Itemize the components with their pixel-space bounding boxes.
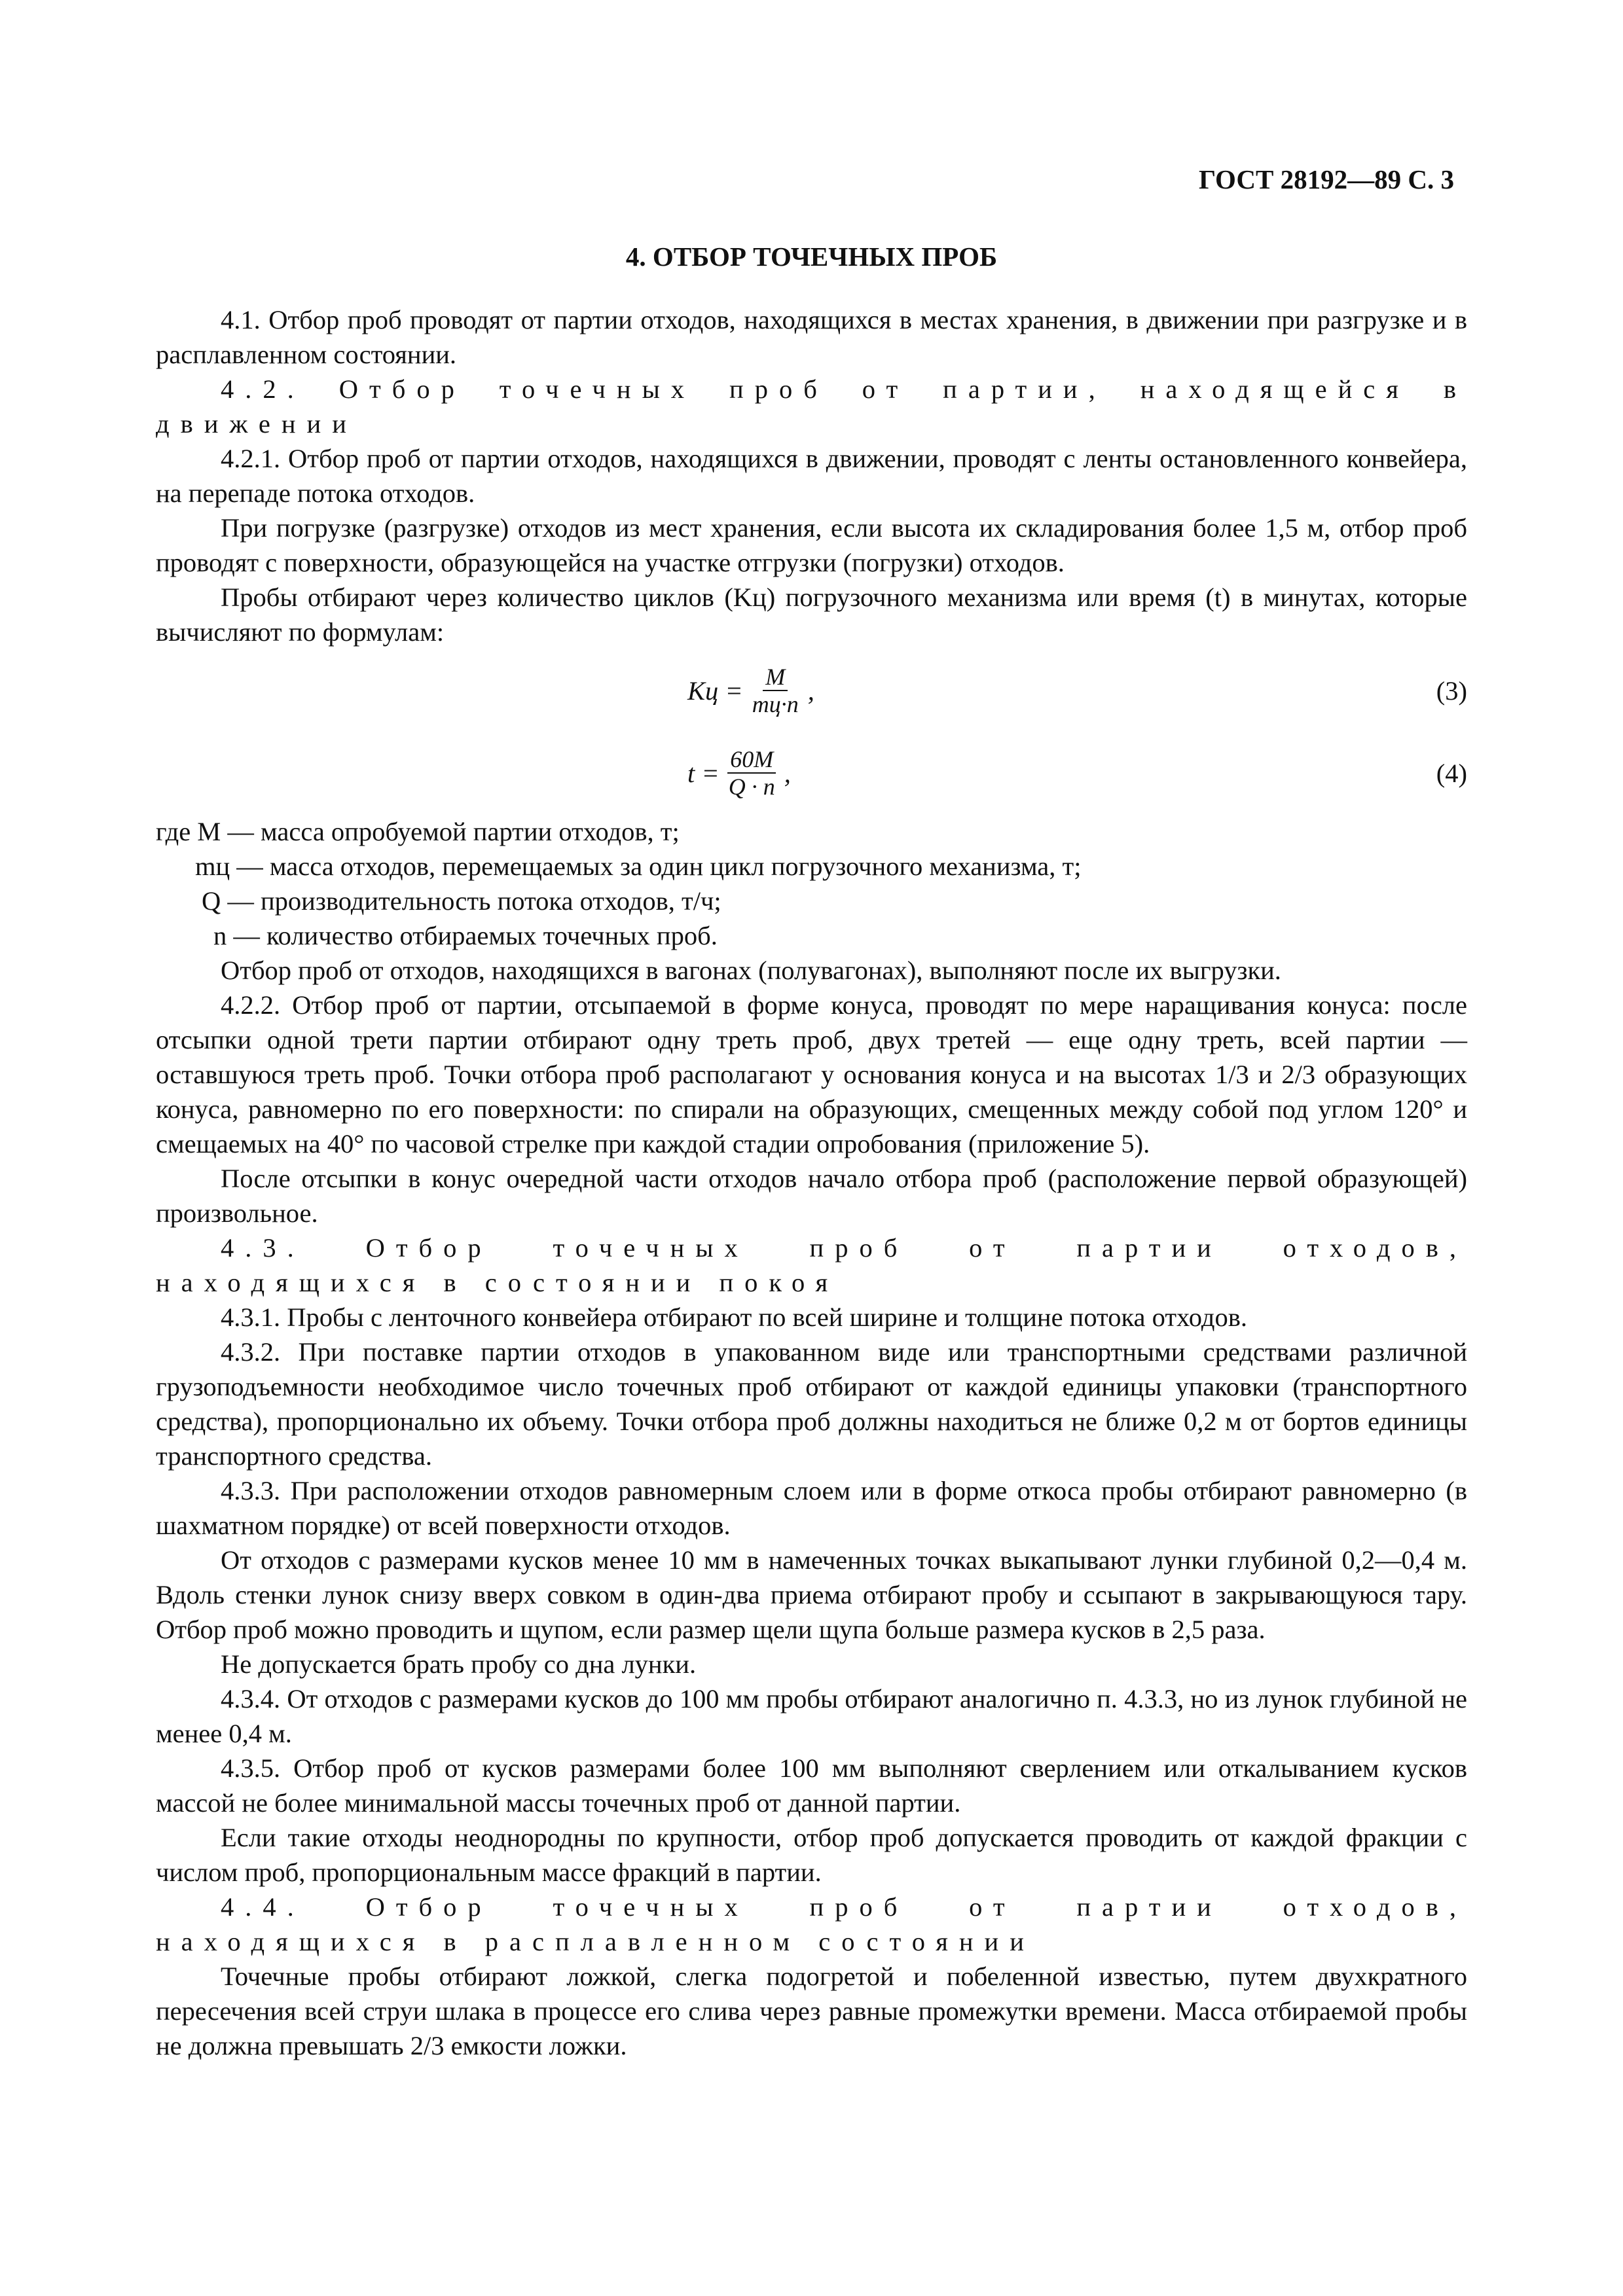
formula-3: [156, 649, 1467, 732]
formula-3-lhs: Kц =: [687, 675, 743, 706]
formula-4-lhs: t =: [687, 758, 720, 788]
formula-4-tail: ,: [784, 758, 791, 788]
document-body: [156, 302, 1467, 2063]
formula-3-tail: ,: [807, 675, 814, 706]
paragraph-4-3-3-b: От отходов с размерами кусков менее 10 мм в намеченных точках выкапывают лунки глубиной 0,2—0,4 м. Вдоль стенки лунок снизу вверх совком в один-два приема отбирают пробу и ссыпают в закрывающуюся тару. Отбор проб можно проводить и щупом, если размер щели щупа больше размера кусков в 2,5 раза.: [156, 1545, 1467, 1644]
formula-4-denominator: Q · n: [728, 774, 775, 800]
paragraph-4-3-3-c: Не допускается брать пробу со дна лунки.: [221, 1649, 697, 1679]
formula-3-denominator: mц·n: [752, 691, 799, 717]
paragraph-4-3-5: 4.3.5. Отбор проб от кусков размерами более 100 мм выполняют сверлением или откалыванием кусков массой не более минимальной массы точечных проб от данной партии.: [156, 1753, 1467, 1818]
page-header: ГОСТ 28192—89 С. 3: [1198, 164, 1454, 194]
legend-q: Q — производительность потока отходов, т/ч;: [202, 886, 721, 916]
formula-4-fraction: [726, 746, 778, 800]
paragraph-4-4: Точечные пробы отбирают ложкой, слегка подогретой и побеленной известью, путем двухкратного пересечения всей струи шлака в процессе его слива через равные промежутки времени. Масса отбираемой пробы не должна превышать 2/3 емкости ложки.: [156, 1962, 1467, 2060]
subsection-heading-4-4: 4.4. Отбор точечных проб от партии отходов, находящихся в расплавленном состоянии: [156, 1892, 1467, 1956]
formula-4-number: (4): [1436, 758, 1467, 788]
formula-3-fraction: [750, 664, 801, 717]
formula-4-numerator: 60M: [727, 746, 776, 774]
subsection-heading-4-3: 4.3. Отбор точечных проб от партии отходов, находящихся в состоянии покоя: [156, 1233, 1467, 1297]
paragraph-4-2-1-b: При погрузке (разгрузке) отходов из мест хранения, если высота их складирования более 1,5 м, отбор проб проводят с поверхности, образующейся на участке отгрузки (погрузки) отходов.: [156, 513, 1467, 577]
paragraph-4-3-3: 4.3.3. При расположении отходов равномерным слоем или в форме откоса пробы отбирают равномерно (в шахматном порядке) от всей поверхности отходов.: [156, 1476, 1467, 1540]
paragraph-4-1: 4.1. Отбор проб проводят от партии отходов, находящихся в местах хранения, в движении при разгрузке и в расплавленном состоянии.: [156, 305, 1467, 369]
section-title: 4. ОТБОР ТОЧЕЧНЫХ ПРОБ: [625, 242, 998, 272]
formula-legend: [156, 814, 1467, 953]
paragraph-4-2-1: 4.2.1. Отбор проб от партии отходов, находящихся в движении, проводят с ленты остановленного конвейера, на перепаде потока отходов.: [156, 444, 1467, 508]
paragraph-4-3-5-b: Если такие отходы неоднородны по крупности, отбор проб допускается проводить от каждой фракции с числом проб, пропорциональным массе фракций в партии.: [156, 1823, 1467, 1887]
paragraph-4-2-2: 4.2.2. Отбор проб от партии, отсыпаемой в форме конуса, проводят по мере наращивания конуса: после отсыпки одной трети партии отбирают одну треть проб, двух третей — еще одну треть, всей партии — оставшуюся треть проб. Точки отбора проб располагают у основания конуса и на высотах 1/3 и 2/3 образующих конуса, равномерно по его поверхности: по спирали на образующих, смещенных между собой под углом 120° и смещаемых на 40° по часовой стрелке при каждой стадии опробования (приложение 5).: [156, 990, 1467, 1158]
paragraph-4-2-1-c: Пробы отбирают через количество циклов (Kц) погрузочного механизма или время (t) в минутах, которые вычисляют по формулам:: [156, 583, 1467, 647]
paragraph-4-3-1: 4.3.1. Пробы с ленточного конвейера отбирают по всей ширине и толщине потока отходов.: [221, 1302, 1247, 1332]
formula-4: [156, 732, 1467, 814]
paragraph-4-3-4: 4.3.4. От отходов с размерами кусков до 100 мм пробы отбирают аналогично п. 4.3.3, но из лунок глубиной не менее 0,4 м.: [156, 1684, 1467, 1748]
legend-mc: mц — масса отходов, перемещаемых за один цикл погрузочного механизма, т;: [195, 852, 1082, 881]
formula-3-number: (3): [1436, 675, 1467, 706]
formula-3-numerator: M: [763, 664, 788, 691]
legend-m: где M — масса опробуемой партии отходов, т;: [156, 817, 680, 846]
legend-n: n — количество отбираемых точечных проб.: [213, 921, 718, 950]
paragraph-wagons: Отбор проб от отходов, находящихся в вагонах (полувагонах), выполняют после их выгрузки.: [221, 956, 1281, 985]
paragraph-4-3-2: 4.3.2. При поставке партии отходов в упакованном виде или транспортными средствами различной грузоподъемности необходимое число точечных проб отбирают от каждой единицы упаковки (транспортного средства), пропорционально их объему. Точки отбора проб должны находиться не ближе 0,2 м от бортов единицы транспортного средства.: [156, 1337, 1467, 1471]
subsection-heading-4-2: 4.2. Отбор точечных проб от партии, находящейся в движении: [156, 374, 1467, 439]
paragraph-4-2-2-b: После отсыпки в конус очередной части отходов начало отбора проб (расположение первой образующей) произвольное.: [156, 1164, 1467, 1228]
